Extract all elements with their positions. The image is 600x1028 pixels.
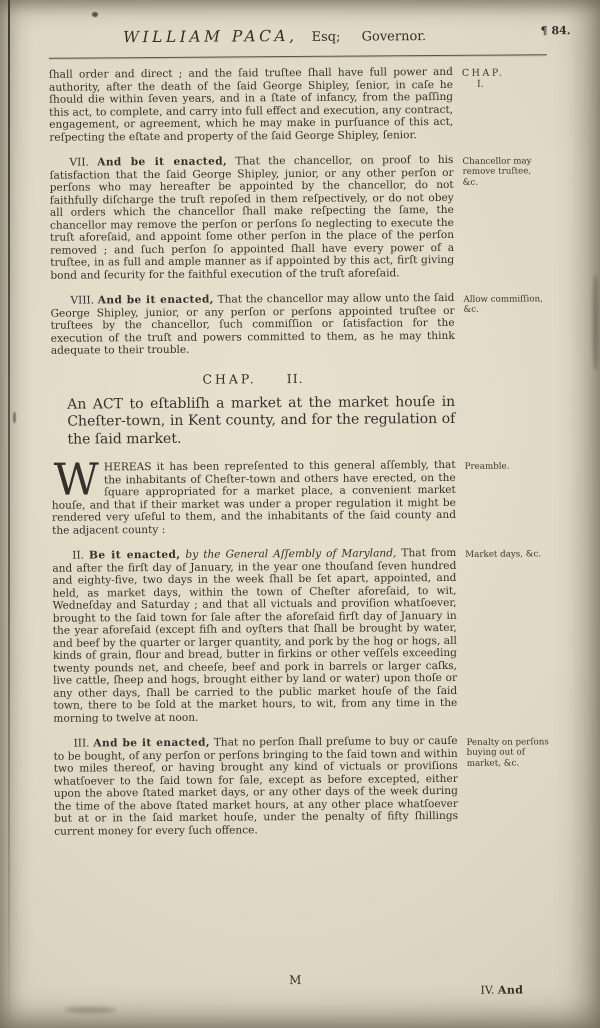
section-vii — [49, 154, 454, 282]
governor-name: WILLIAM PACA, — [123, 27, 298, 47]
page-edge-line — [8, 0, 10, 1028]
enacting-phrase: Be it enacted, — [88, 548, 181, 562]
section-viii — [50, 292, 454, 357]
margin-note-allow-commission: Allow commiſſion, &c. — [463, 294, 543, 316]
act-title-row — [51, 393, 575, 449]
chapter-heading — [51, 369, 455, 387]
chapter-label: CHAP. — [202, 370, 257, 387]
paragraph-row-ii — [52, 546, 577, 725]
margin-note-chap-1: CHAP. — [461, 67, 505, 79]
catchword-word: And — [497, 983, 524, 997]
page-number: ¶ 84. — [540, 24, 571, 38]
margin-note-column — [456, 458, 548, 472]
governor-title-esq: Esq; — [311, 29, 341, 45]
margin-note-column — [458, 734, 550, 769]
paragraph-continuation: ſhall order and direct ; and the ſaid truſtee ſhall have full power and authority, after the death of the ſaid George Shipley, ſenior, in caſe he ſhould die within ſeven years, and in a ſtate of infancy, from the paſſing this act, to complete, and carry into full effect and execution, any contract, engagement, or agreement, which he may make in purſuance of this act, reſpecting the eſtate and property of the ſaid George Shipley, ſenior. — [48, 65, 454, 144]
paragraph-row-vii — [49, 153, 574, 282]
section-number: VIII. — [70, 294, 98, 307]
enacting-authority: by the General Aſſembly of Maryland, — [180, 547, 397, 561]
catchword — [480, 983, 523, 996]
margin-note-column — [455, 393, 547, 397]
margin-note-column — [453, 65, 545, 90]
ink-spot — [13, 412, 16, 423]
running-header — [49, 20, 573, 56]
act-title: An ACT to eſtabliſh a market at the market houſe in Cheſter-town, in Kent county, and for the regulation of the ſaid market. — [67, 393, 456, 448]
paragraph-row-iii — [54, 734, 579, 838]
margin-note-column — [455, 369, 547, 373]
text-column — [50, 292, 454, 357]
section-ii — [52, 547, 457, 725]
margin-note-preamble: Preamble. — [464, 461, 510, 472]
section-text: That the chancellor may allow unto the ſaid George Shipley, junior, or any perſon or perſons appointed truſtee or truſtees by the chancellor, ſuch commiſſion or ſatisfaction for the execution of the truſt and powers committed to them, as he may think adequate to their trouble. — [50, 291, 455, 357]
section-text: That no perſon ſhall preſume to buy or cauſe to be bought, of any perſon or perſons bringing to the ſaid town and within two miles thereof, or having brought any kind of victuals or proviſions whatſoever to the ſaid town for ſale, except as before excepted, either upon the above ſtated market days, or any other days of the week during the time of the above ſtated market hours, at any other place whatſoever but at or in the ſaid market houſe, under the penalty of fifty ſhillings current money for every ſuch offence. — [53, 734, 459, 838]
paragraph-row-viii — [50, 291, 574, 357]
text-column — [52, 547, 457, 725]
margin-note-column — [454, 291, 546, 315]
section-text: That from and after the firſt day of January, in the year one thouſand ſeven hundred and eighty-five, two days in the week ſhall be ſet apart, appointed, and held, as market days, within the town of Cheſter aforeſaid, to wit, Wedneſday and Saturday ; and that all victuals and proviſion whatſoever, brought to the ſaid town for ſale after the aforeſaid firſt day of January in the year aforeſaid (except fiſh and oyſters that ſhall be brought by water, and beef by the quarter or larger quantity, and pork by the hog or hogs, all kinds of grain, flour and bread, butter in firkins or other veſſels exceeding twenty pounds net, and cheeſe, beef and pork in barrels or larger caſks, live cattle, ſheep and hogs, brought either by land or water) upon thoſe or any other days, ſhall be carried to the public market houſe of the ſaid town, there to be ſold at the market hours, to wit, from any time in the morning to twelve at noon. — [52, 546, 458, 725]
section-iii — [54, 735, 459, 838]
page-footer — [55, 968, 579, 1018]
chapter-heading-row — [51, 369, 575, 388]
section-number: III. — [73, 737, 94, 750]
preamble-paragraph — [51, 454, 457, 537]
paragraph-row-preamble — [51, 454, 577, 537]
ink-spot — [92, 12, 98, 17]
ink-spot — [593, 275, 598, 370]
margin-note-column — [456, 546, 548, 560]
catchword-number: IV. — [480, 983, 498, 997]
margin-note-market-days: Market days, &c. — [465, 549, 542, 560]
section-text: That the chancellor, on proof to his ſatisfaction that the ſaid George Shipley, junior, or any other perſon or perſons who may hereafter be appointed by the chancellor, do not faithfully diſcharge the truſt repoſed in them reſpectively, or do not obey all orders which the chancellor ſhall make reſpecting the ſame, the chancellor may remove the perſon or perſons ſo neglecting to execute the truſt aforeſaid, and appoint ſome other perſon in the place of the perſon removed ; and ſuch perſon ſo appointed ſhall have every power of a truſtee, in as full and ample manner as if appointed by this act, firſt giving bond and ſecurity for the faithful execution of the truſt aforeſaid. — [49, 153, 455, 282]
enacting-phrase: And be it enacted, — [97, 155, 228, 169]
page-content — [49, 20, 580, 1018]
text-column — [51, 369, 455, 387]
preamble-text: HEREAS it has been repreſented to this general aſſembly, that the inhabitants of Cheſter-town and others have erected, on the ſquare appropriated for a market place, a convenient market houſe, and that if their market was under a proper regulation it might be rendered very uſeful to them, and the inhabitants of the ſaid county and the adjacent county : — [51, 458, 457, 537]
paragraph-row-continuation — [49, 65, 574, 144]
page-sheet — [21, 20, 580, 1018]
text-column — [49, 154, 454, 282]
text-column — [54, 735, 459, 838]
signature-mark: M — [289, 973, 302, 988]
text-column — [51, 393, 455, 448]
drop-cap: W — [53, 454, 100, 506]
margin-note-penalty: Penalty on perſons buying out of market, &c. — [466, 737, 549, 769]
text-column — [51, 454, 457, 537]
text-column — [49, 66, 454, 144]
section-number: II. — [72, 549, 90, 562]
margin-note-chap-1-number: I. — [476, 79, 484, 91]
margin-note-remove-trustee: Chancellor may remove truſtee, &c. — [462, 156, 532, 188]
chapter-number: II. — [286, 370, 304, 386]
running-header-title — [49, 25, 501, 47]
governor-title: Governor. — [361, 29, 427, 45]
enacting-phrase: And be it enacted, — [97, 293, 214, 307]
enacting-phrase: And be it enacted, — [93, 736, 211, 750]
margin-note-column — [453, 153, 545, 188]
section-number: VII. — [69, 156, 98, 169]
